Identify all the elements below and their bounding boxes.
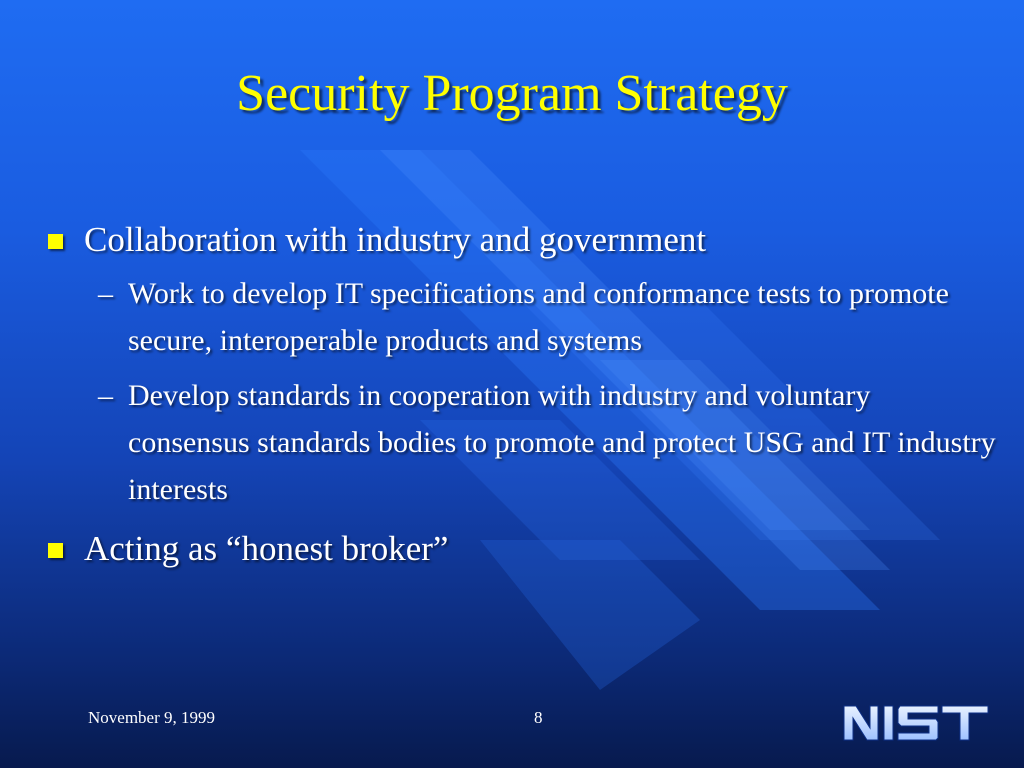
- nist-logo: [840, 700, 992, 744]
- page-number: 8: [534, 708, 543, 727]
- sub-bullet-item: [46, 270, 996, 364]
- square-bullet-icon: [48, 543, 63, 558]
- bullet-text: Acting as “honest broker”: [84, 529, 449, 568]
- sub-bullet-list: [46, 270, 996, 513]
- square-bullet-icon: [48, 234, 63, 249]
- bullet-item: [46, 527, 996, 571]
- slide-content: [46, 218, 996, 571]
- dash-marker: –: [98, 277, 113, 310]
- footer-date: November 9, 1999: [88, 708, 216, 727]
- sub-bullet-text: Work to develop IT specifications and conformance tests to promote secure, interoperable products and systems: [128, 277, 949, 357]
- bullet-item: [46, 218, 996, 262]
- dash-marker: –: [98, 379, 113, 412]
- sub-bullet-item: [46, 372, 996, 513]
- bullet-text: Collaboration with industry and government: [84, 220, 707, 259]
- slide-title: Security Program Strategy: [236, 65, 788, 122]
- sub-bullet-text: Develop standards in cooperation with industry and voluntary consensus standards bodies to promote and protect USG and IT industry interests: [128, 379, 996, 506]
